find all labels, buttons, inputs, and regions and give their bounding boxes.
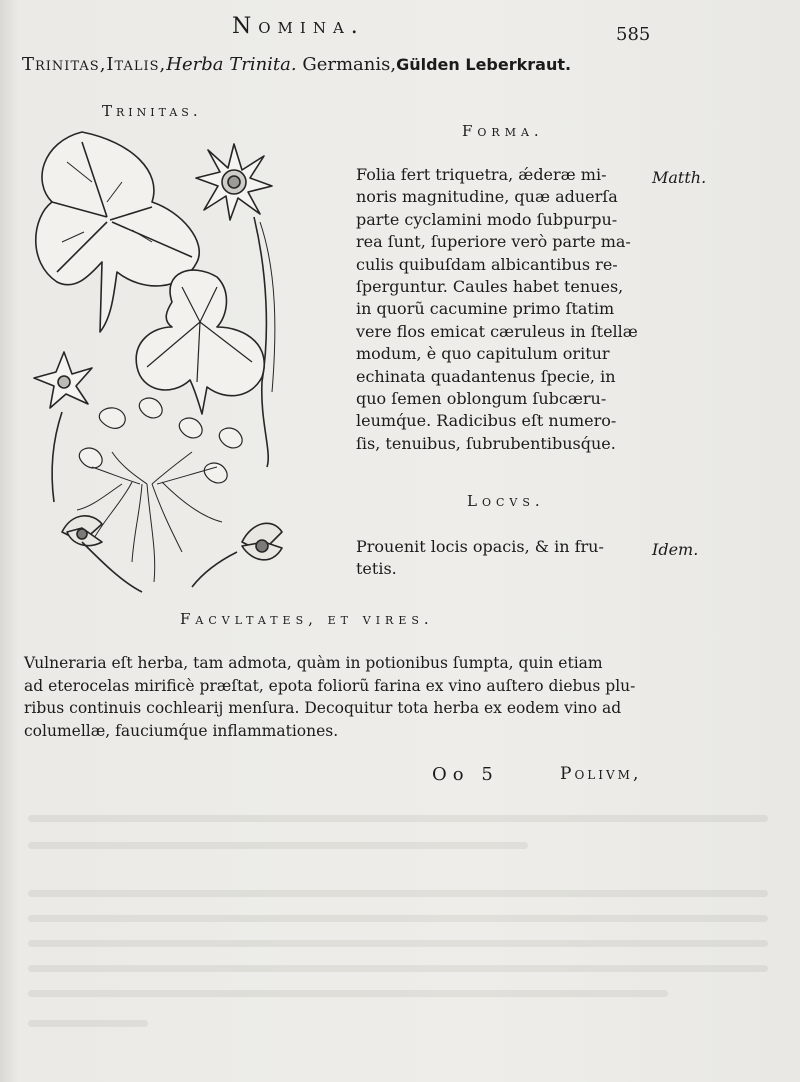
text-line: quo ſemen oblongum ſubcæru- [356,389,607,409]
section-heading-forma: Forma. [462,122,544,140]
text-line: ſperguntur. Caules habet tenues, [356,277,624,297]
show-through-line [28,815,768,822]
section-heading-locus: Locvs. [467,492,545,510]
facultates-paragraph [24,652,664,742]
forma-paragraph [356,164,656,455]
text-line: Folia fert triquetra, ǽderæ mi- [356,165,607,184]
text-line: ad eterocelas mirificè præſtat, epota foliorũ farina ex vino auſtero diebus plu- [24,676,636,695]
name-german-prefix: Germanis, [296,54,397,75]
text-line: ribus continuis cochlearij menſura. Decoquitur tota herba ex eodem vino ad [24,699,622,717]
show-through-line [28,915,768,922]
show-through-line [28,1020,148,1027]
plant-caption: Trinitas. [102,102,202,120]
locus-paragraph [356,536,604,581]
show-through-line [28,842,528,849]
catchword: Polivm, [560,764,642,784]
signature-mark: Oo 5 [432,764,499,785]
show-through-line [28,890,768,897]
text-line: parte cyclamini modo ſubpurpu- [356,209,618,229]
text-line: tetis. [356,559,397,579]
margin-note-matth: Matth. [652,168,707,187]
section-heading-facultates: Facvltates, et vires. [180,610,434,628]
text-line: noris magnitudine, quæ aduerſa [356,187,618,207]
show-through-line [28,965,768,972]
text-line: Vulneraria eſt herba, tam admota, quàm in potionibus ſumpta, quin etiam [24,654,603,672]
name-latin: Trinitas,Italis, [22,54,167,75]
show-through-line [28,940,768,947]
plant-name-line [22,54,571,75]
text-line: leumq́ue. Radicibus eſt numero- [356,411,617,431]
name-german: Gülden Leberkraut. [396,55,572,74]
text-line: culis quibuſdam albicantibus re- [356,254,618,274]
text-line: modum, è quo capitulum oritur [356,344,610,364]
text-line: ſis, tenuibus, ſubrubentibusq́ue. [356,433,616,453]
text-line: columellæ, fauciumq́ue inflammationes. [24,721,339,740]
text-line: echinata quadantenus ſpecie, in [356,366,616,386]
margin-note-idem: Idem. [652,540,699,559]
name-italian: Herba Trinita. [166,54,297,75]
show-through-line [28,990,668,997]
text-line: in quorũ cacumine primo ſtatim [356,299,615,319]
running-title: Nomina. [232,14,365,39]
page-number: 585 [616,24,651,45]
text-line: Prouenit locis opacis, & in fru- [356,537,604,556]
trinitas-plant-woodcut-icon [22,122,284,602]
text-line: vere flos emicat cæruleus in ſtellæ [356,321,638,341]
text-line: rea ſunt, ſuperiore verò parte ma- [356,232,631,252]
